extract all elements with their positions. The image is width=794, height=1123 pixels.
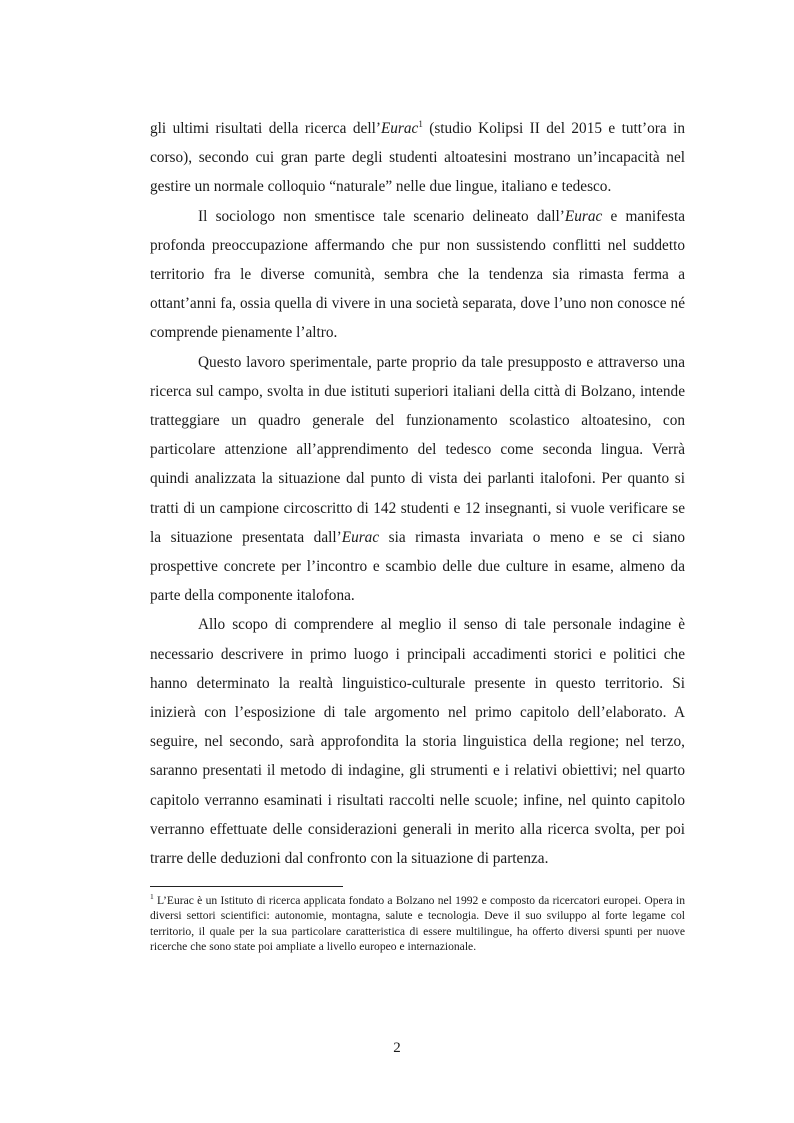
text-run: Il sociologo non smentisce tale scenario delineato dall’ [198, 207, 565, 225]
italic-term: Eurac [564, 207, 603, 225]
text-run: Questo lavoro sperimentale, parte proprio da tale presupposto e attraverso una ricerca sul campo, svolta in due istituti superiori italiani della città di Bolzano, intende tratteggiare un quadro generale del funzionamento scolastico altoatesino, con particolare attenzione all’apprendimento del tedesco come seconda lingua. Verrà quindi analizzata la situazione dal punto di vista dei parlanti italofoni. Per quanto si tratti di un campione circoscritto di 142 studenti e 12 insegnanti, si vuole verificare se la situazione presentata dall’ [150, 353, 685, 546]
text-run: e manifesta profonda preoccupazione affermando che pur non sussistendo conflitti nel suddetto territorio fra le diverse comunità, sembra che la tendenza sia rimasta ferma a ottant’anni fa, ossia quella di vivere in una società separata, dove l’uno non conosce né comprende pienamente l’altro. [150, 207, 685, 342]
text-run: gli ultimi risultati della ricerca dell’ [150, 120, 381, 137]
footnote-separator [150, 886, 343, 887]
paragraph [150, 114, 685, 202]
text-run: Allo scopo di comprendere al meglio il senso di tale personale indagine è necessario descrivere in primo luogo i principali accadimenti storici e politici che hanno determinato la realtà linguistico-culturale presente in questo territorio. Si inizierà con l’esposizione di tale argomento nel primo capitolo dell’elaborato. A seguire, nel secondo, sarà approfondita la storia linguistica della regione; nel terzo, saranno presentati il metodo di indagine, gli strumenti e i relativi obiettivi; nel quarto capitolo verranno esaminati i risultati raccolti nelle scuole; infine, nel quinto capitolo verranno effettuate delle considerazioni generali in merito alla ricerca svolta, per poi trarre delle deduzioni dal confronto con la situazione di partenza. [150, 616, 685, 868]
body-text [150, 114, 685, 873]
page-number: 2 [393, 1040, 401, 1056]
text-run: (studio Kolipsi II del 2015 e tutt’ora in corso), secondo cui gran parte degli studenti altoatesini mostrano un’incapacità nel gestire un normale colloquio “naturale” nelle due lingue, italiano e tedesco. [150, 120, 685, 196]
paragraph [150, 348, 685, 611]
footnote-marker: 1 [150, 892, 154, 902]
paragraph [150, 610, 685, 873]
footnote-text: L’Eurac è un Istituto di ricerca applicata fondato a Bolzano nel 1992 e composto da ricercatori europei. Opera in diversi settori scientifici: autonomie, montagna, salute e tecnologia. Deve il suo sviluppo al forte legame col territorio, il quale per la sua particolare caratteristica di essere multilingue, ha offerto diversi spunti per nuove ricerche che sono state poi ampliate a livello europeo e internazionale. [150, 894, 685, 954]
italic-term: Eurac [380, 120, 419, 137]
paragraph [150, 202, 685, 348]
italic-term: Eurac [341, 528, 380, 546]
text-run: sia rimasta invariata o meno e se ci siano prospettive concrete per l’incontro e scambio delle due culture in esame, almeno da parte della componente italofona. [150, 528, 685, 605]
footnote [150, 893, 685, 955]
footnote-ref[interactable]: 1 [418, 118, 423, 129]
